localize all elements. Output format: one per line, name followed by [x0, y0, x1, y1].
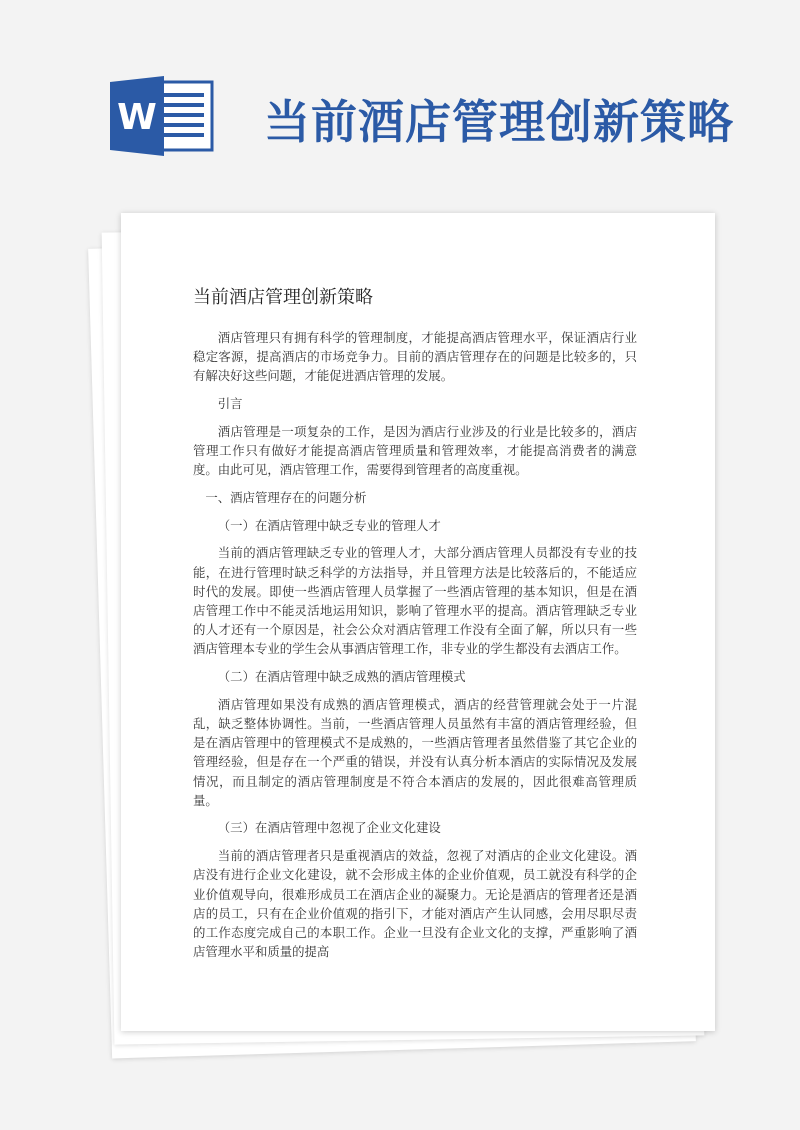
section-heading: 一、酒店管理存在的问题分析: [205, 489, 367, 505]
body-paragraph: 当前的酒店管理缺乏专业的管理人才，大部分酒店管理人员都没有专业的技能，在进行管理时缺乏科学的方法指导，并且管理方法是比较落后的，不能适应时代的发展。即使一些酒店管理人员掌握了一些酒店管理的基本知识，但是在酒店管理工作中不能灵活地运用知识，影响了管理水平的提高。酒店管理缺乏专业的人才还有一个原因是，社会公众对酒店管理工作没有全面了解，所以只有一些酒店管理本专业的学生会从事酒店管理工作，非专业的学生都没有去酒店工作。: [193, 545, 637, 657]
subsection-heading: （一）在酒店管理中缺乏专业的管理人才: [217, 517, 441, 533]
document-title: 当前酒店管理创新策略: [193, 287, 373, 308]
section-heading-preface: 引言: [217, 396, 243, 412]
logo-letter: W: [117, 97, 157, 138]
body-paragraph: 酒店管理是一项复杂的工作，是因为酒店行业涉及的行业是比较多的，酒店管理工作只有做好才能提高酒店管理质量和管理效率，才能提高消费者的满意度。由此可见，酒店管理工作，需要得到管理者的高度重视。: [193, 423, 637, 478]
subsection-heading: （二）在酒店管理中缺乏成熟的酒店管理模式: [217, 669, 466, 685]
subsection-heading: （三）在酒店管理中忽视了企业文化建设: [217, 820, 441, 836]
body-paragraph: 当前的酒店管理者只是重视酒店的效益，忽视了对酒店的企业文化建设。酒店没有进行企业文化建设，就不会形成主体的企业价值观，员工就没有科学的企业价值观导向，很难形成员工在酒店企业的凝聚力。无论是酒店的管理者还是酒店的员工，只有在企业价值观的指引下，才能对酒店产生认同感，会用尽职尽责的工作态度完成自己的本职工作。企业一旦没有企业文化的支撑，严重影响了酒店管理水平和质量的提高: [193, 848, 637, 960]
body-paragraph: 酒店管理如果没有成熟的酒店管理模式，酒店的经营管理就会处于一片混乱，缺乏整体协调性。当前，一些酒店管理人员虽然有丰富的酒店管理经验，但是在酒店管理中的管理模式不是成熟的，一些酒店管理者虽然借鉴了其它企业的管理经验，但是存在一个严重的错误，并没有认真分析本酒店的实际情况及发展情况，而且制定的酒店管理制度是不符合本酒店的发展的，因此很难高管理质量。: [193, 696, 637, 808]
document-body: [193, 328, 637, 970]
banner-title: 当前酒店管理创新策略: [264, 95, 734, 149]
intro-paragraph: 酒店管理只有拥有科学的管理制度，才能提高酒店管理水平，保证酒店行业稳定客源，提高酒店的市场竞争力。目前的酒店管理存在的问题是比较多的，只有解决好这些问题，才能促进酒店管理的发展。: [193, 330, 637, 384]
word-document-icon: [110, 76, 216, 156]
